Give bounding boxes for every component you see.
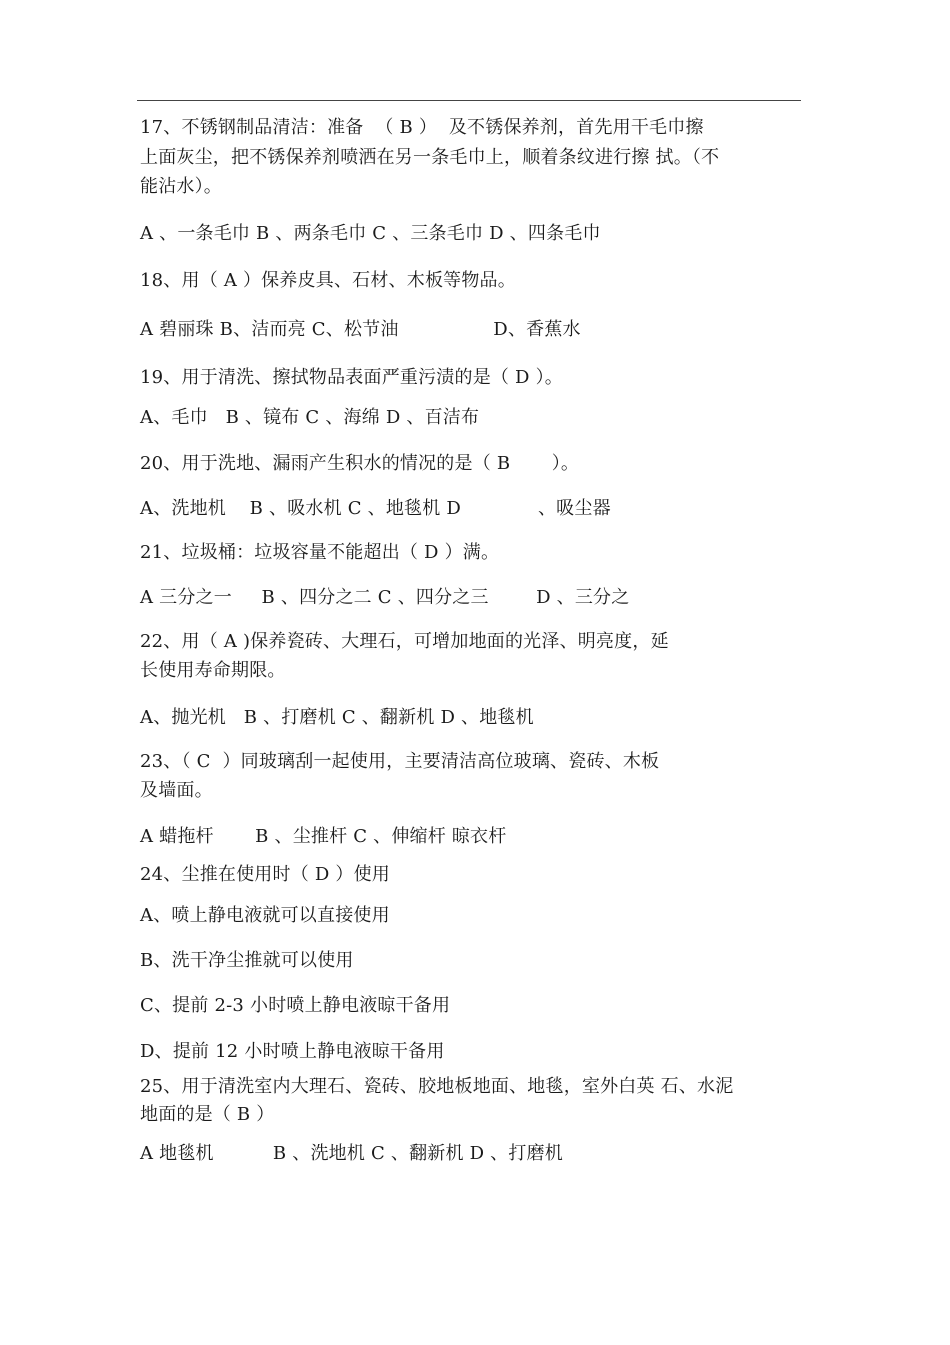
text-line: 25、用于清洗室内大理石、瓷砖、胶地板地面、地毯，室外白英 石、水泥 [140, 1076, 734, 1097]
text-line: A、喷上静电液就可以直接使用 [140, 905, 390, 926]
text-line: A 、一条毛巾 B 、两条毛巾 C 、三条毛巾 D 、四条毛巾 [140, 223, 601, 244]
text-line: 21、垃圾桶：垃圾容量不能超出（ D ）满。 [140, 542, 500, 563]
text-line: 20、用于洗地、漏雨产生积水的情况的是（ B ）。 [140, 453, 580, 474]
text-line: 及墙面。 [140, 780, 213, 801]
text-line: B、洗干净尘推就可以使用 [140, 950, 354, 971]
text-line: D、提前 12 小时喷上静电液晾干备用 [140, 1041, 445, 1062]
text-line: A、抛光机 B 、打磨机 C 、翻新机 D 、地毯机 [140, 707, 534, 728]
text-line: A、毛巾 B 、镜布 C 、海绵 D 、百洁布 [140, 407, 480, 428]
header-rule [137, 100, 801, 101]
text-line: 上面灰尘，把不锈保养剂喷洒在另一条毛巾上，顺着条纹进行擦 拭。（不 [140, 147, 720, 168]
text-line: C、提前 2-3 小时喷上静电液晾干备用 [140, 995, 451, 1016]
text-line: 19、用于清洗、擦拭物品表面严重污渍的是（ D ）。 [140, 367, 563, 388]
text-line: 17、不锈钢制品清洁：准备 （ B ） 及不锈保养剂，首先用干毛巾擦 [140, 117, 704, 138]
text-line: 23、（ C ）同玻璃刮一起使用，主要清洁高位玻璃、瓷砖、木板 [140, 751, 660, 772]
text-line: 18、用（ A ）保养皮具、石材、木板等物品。 [140, 270, 516, 291]
text-line: 24、尘推在使用时（ D ）使用 [140, 864, 390, 885]
text-line: A 地毯机 B 、洗地机 C 、翻新机 D 、打磨机 [140, 1143, 563, 1164]
text-line: A 碧丽珠 B、洁而亮 C、松节油 D、香蕉水 [140, 319, 581, 340]
text-line: A 蜡拖杆 B 、尘推杆 C 、伸缩杆 晾衣杆 [140, 826, 507, 847]
text-line: 地面的是（ B ） [140, 1104, 275, 1125]
text-line: A 三分之一 B 、四分之二 C 、四分之三 D 、三分之 [140, 587, 630, 608]
text-line: A、洗地机 B 、吸水机 C 、地毯机 D 、吸尘器 [140, 498, 611, 519]
text-line: 长使用寿命期限。 [140, 660, 286, 681]
text-line: 能沾水）。 [140, 176, 222, 197]
text-line: 22、用（ A )保养瓷砖、大理石，可增加地面的光泽、明亮度，延 [140, 631, 669, 652]
